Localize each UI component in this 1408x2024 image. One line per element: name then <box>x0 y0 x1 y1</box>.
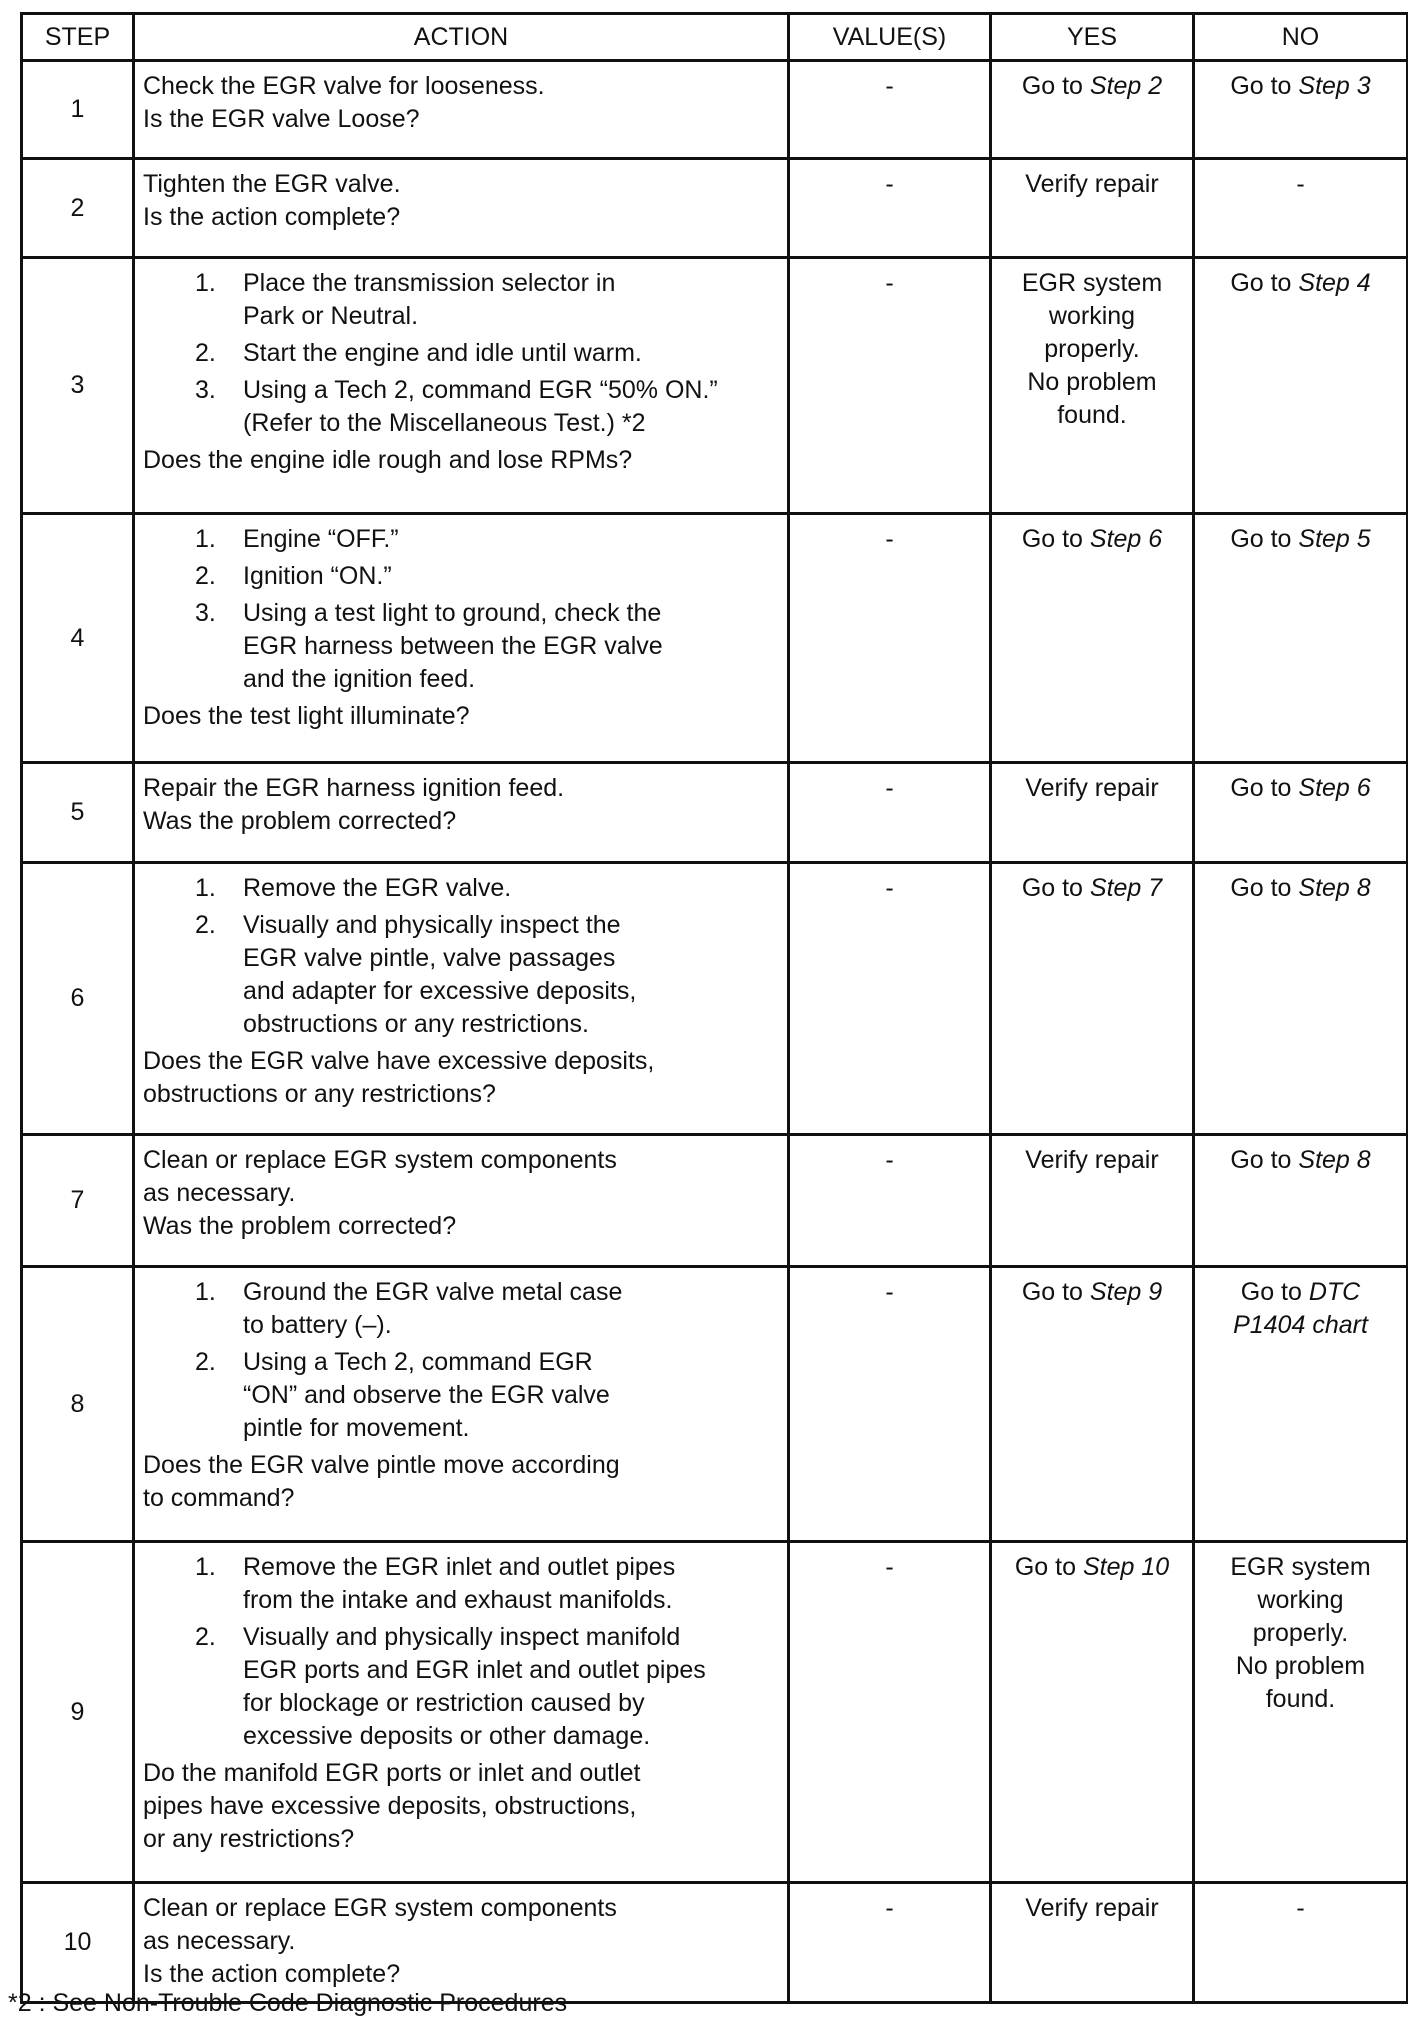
yes-step-ref: Step 2 <box>1089 72 1163 100</box>
substep-text: Remove the EGR valve. <box>243 874 512 902</box>
yes-text: Verify repair <box>1025 774 1159 802</box>
value-cell: - <box>789 258 991 514</box>
action-question: Is the action complete? <box>143 1960 401 1988</box>
no-text: Go to <box>1230 525 1299 553</box>
step-number: 2 <box>22 159 134 258</box>
no-text: - <box>1296 1894 1305 1922</box>
no-step-ref: Step 8 <box>1298 1146 1371 1174</box>
header-action: ACTION <box>134 14 789 61</box>
no-cell <box>1194 1542 1408 1883</box>
table-row <box>22 258 1408 514</box>
action-text: Clean or replace EGR system components as necessary. <box>143 1146 617 1207</box>
yes-step-ref: Step 6 <box>1089 525 1163 553</box>
action-text: Clean or replace EGR system components as necessary. <box>143 1894 617 1955</box>
no-cell <box>1194 1135 1408 1267</box>
yes-cell <box>991 514 1194 763</box>
substep-number: 3. <box>195 599 216 627</box>
table-row <box>22 1267 1408 1542</box>
substep <box>195 267 779 333</box>
action-cell <box>134 763 789 863</box>
action-question: Does the EGR valve have excessive deposits, obstructions or any restrictions? <box>143 1047 655 1108</box>
substep-text: Using a test light to ground, check the EGR harness between the EGR valve and the ignition feed. <box>243 599 663 693</box>
value-cell: - <box>789 1542 991 1883</box>
no-step-ref: Step 5 <box>1298 525 1371 553</box>
no-text: Go to <box>1230 269 1299 297</box>
action-cell <box>134 1135 789 1267</box>
substep-list <box>143 1276 779 1445</box>
no-step-ref: Step 3 <box>1298 72 1371 100</box>
value-cell: - <box>789 1267 991 1542</box>
action-question: Does the engine idle rough and lose RPMs? <box>143 446 633 474</box>
yes-cell <box>991 61 1194 159</box>
substep-number: 2. <box>195 1623 216 1651</box>
no-step-ref: Step 8 <box>1298 874 1371 902</box>
yes-cell <box>991 258 1194 514</box>
no-step-ref: DTC P1404 chart <box>1233 1278 1368 1339</box>
action-cell <box>134 1542 789 1883</box>
action-question: Was the problem corrected? <box>143 807 457 835</box>
action-text: Tighten the EGR valve. <box>143 170 401 198</box>
yes-text: Verify repair <box>1025 1146 1159 1174</box>
substep-list <box>143 1551 779 1753</box>
no-text: Go to <box>1230 72 1299 100</box>
substep-text: Using a Tech 2, command EGR “ON” and observe the EGR valve pintle for movement. <box>243 1348 610 1442</box>
yes-cell <box>991 763 1194 863</box>
table-header-row <box>22 14 1408 61</box>
substep-list <box>143 523 779 696</box>
yes-cell <box>991 1135 1194 1267</box>
action-question: Is the action complete? <box>143 203 401 231</box>
yes-text: Verify repair <box>1025 170 1159 198</box>
substep <box>195 560 779 593</box>
no-cell <box>1194 61 1408 159</box>
no-cell <box>1194 159 1408 258</box>
action-question: Is the EGR valve Loose? <box>143 105 420 133</box>
substep-text: Start the engine and idle until warm. <box>243 339 642 367</box>
header-values: VALUE(S) <box>789 14 991 61</box>
table-row <box>22 159 1408 258</box>
substep-number: 1. <box>195 874 216 902</box>
substep-number: 1. <box>195 1278 216 1306</box>
no-cell <box>1194 258 1408 514</box>
yes-step-ref: Step 9 <box>1089 1278 1163 1306</box>
no-cell <box>1194 1883 1408 2003</box>
step-number: 7 <box>22 1135 134 1267</box>
step-number: 8 <box>22 1267 134 1542</box>
step-number: 6 <box>22 863 134 1135</box>
substep-text: Ignition “ON.” <box>243 562 392 590</box>
header-no: NO <box>1194 14 1408 61</box>
substep <box>195 374 779 440</box>
substep-text: Ground the EGR valve metal case to battery (–). <box>243 1278 623 1339</box>
no-cell <box>1194 863 1408 1135</box>
substep <box>195 597 779 696</box>
table-row <box>22 763 1408 863</box>
header-step: STEP <box>22 14 134 61</box>
diagnostic-table <box>20 12 1408 2004</box>
yes-cell <box>991 1883 1194 2003</box>
step-number: 10 <box>22 1883 134 2003</box>
substep-number: 2. <box>195 562 216 590</box>
value-cell: - <box>789 159 991 258</box>
value-cell: - <box>789 1135 991 1267</box>
value-cell: - <box>789 1883 991 2003</box>
substep-number: 2. <box>195 339 216 367</box>
value-cell: - <box>789 61 991 159</box>
value-cell: - <box>789 763 991 863</box>
step-number: 1 <box>22 61 134 159</box>
yes-text: Go to <box>1021 874 1090 902</box>
substep-number: 2. <box>195 911 216 939</box>
substep-number: 2. <box>195 1348 216 1376</box>
step-number: 9 <box>22 1542 134 1883</box>
yes-step-ref: Step 7 <box>1089 874 1163 902</box>
substep-text: Visually and physically inspect the EGR valve pintle, valve passages and adapter for excessive deposits, obstructions or any restrictions. <box>243 911 637 1038</box>
yes-text: Go to <box>1021 525 1090 553</box>
substep-list <box>143 872 779 1041</box>
action-text: Check the EGR valve for looseness. <box>143 72 545 100</box>
no-text: Go to <box>1230 874 1299 902</box>
substep <box>195 909 779 1041</box>
action-cell <box>134 514 789 763</box>
table-row <box>22 1883 1408 2003</box>
substep <box>195 1346 779 1445</box>
yes-text: Verify repair <box>1025 1894 1159 1922</box>
value-cell: - <box>789 514 991 763</box>
substep <box>195 337 779 370</box>
header-yes: YES <box>991 14 1194 61</box>
action-question: Was the problem corrected? <box>143 1212 457 1240</box>
step-number: 3 <box>22 258 134 514</box>
substep <box>195 1276 779 1342</box>
yes-step-ref: Step 10 <box>1082 1553 1170 1581</box>
table-row <box>22 863 1408 1135</box>
action-cell <box>134 61 789 159</box>
substep-number: 1. <box>195 525 216 553</box>
no-text: - <box>1296 170 1305 198</box>
action-question: Does the EGR valve pintle move according to command? <box>143 1451 620 1512</box>
yes-cell <box>991 1267 1194 1542</box>
substep-text: Visually and physically inspect manifold EGR ports and EGR inlet and outlet pipes for blockage or restriction caused by excessive deposits or other damage. <box>243 1623 706 1750</box>
no-cell <box>1194 763 1408 863</box>
substep <box>195 523 779 556</box>
step-number: 4 <box>22 514 134 763</box>
action-text: Repair the EGR harness ignition feed. <box>143 774 565 802</box>
yes-cell <box>991 159 1194 258</box>
footnote: *2 : See Non-Trouble Code Diagnostic Procedures <box>8 1989 568 2017</box>
action-question: Do the manifold EGR ports or inlet and outlet pipes have excessive deposits, obstructions, or any restrictions? <box>143 1759 641 1853</box>
step-number: 5 <box>22 763 134 863</box>
action-cell <box>134 159 789 258</box>
table-row <box>22 1135 1408 1267</box>
substep <box>195 1551 779 1617</box>
yes-text: Go to <box>1014 1553 1083 1581</box>
no-text: Go to <box>1230 774 1299 802</box>
action-question: Does the test light illuminate? <box>143 702 470 730</box>
yes-text: EGR system working properly. No problem found. <box>1021 269 1163 429</box>
no-step-ref: Step 4 <box>1298 269 1371 297</box>
diagnostic-sheet <box>20 12 1406 2004</box>
table-row <box>22 514 1408 763</box>
no-cell <box>1194 514 1408 763</box>
substep-number: 1. <box>195 1553 216 1581</box>
value-cell: - <box>789 863 991 1135</box>
action-cell <box>134 1883 789 2003</box>
action-cell <box>134 863 789 1135</box>
substep-text: Place the transmission selector in Park or Neutral. <box>243 269 616 330</box>
substep <box>195 1621 779 1753</box>
no-step-ref: Step 6 <box>1298 774 1371 802</box>
no-text: Go to <box>1240 1278 1309 1306</box>
no-text: Go to <box>1230 1146 1299 1174</box>
substep-number: 1. <box>195 269 216 297</box>
table-row <box>22 61 1408 159</box>
action-cell <box>134 258 789 514</box>
substep-text: Remove the EGR inlet and outlet pipes from the intake and exhaust manifolds. <box>243 1553 676 1614</box>
substep <box>195 872 779 905</box>
substep-text: Using a Tech 2, command EGR “50% ON.” (Refer to the Miscellaneous Test.) *2 <box>243 376 718 437</box>
yes-cell <box>991 1542 1194 1883</box>
action-cell <box>134 1267 789 1542</box>
substep-number: 3. <box>195 376 216 404</box>
substep-text: Engine “OFF.” <box>243 525 399 553</box>
yes-text: Go to <box>1021 72 1090 100</box>
yes-text: Go to <box>1021 1278 1090 1306</box>
substep-list <box>143 267 779 440</box>
yes-cell <box>991 863 1194 1135</box>
no-text: EGR system working properly. No problem found. <box>1230 1553 1371 1713</box>
no-cell <box>1194 1267 1408 1542</box>
table-row <box>22 1542 1408 1883</box>
